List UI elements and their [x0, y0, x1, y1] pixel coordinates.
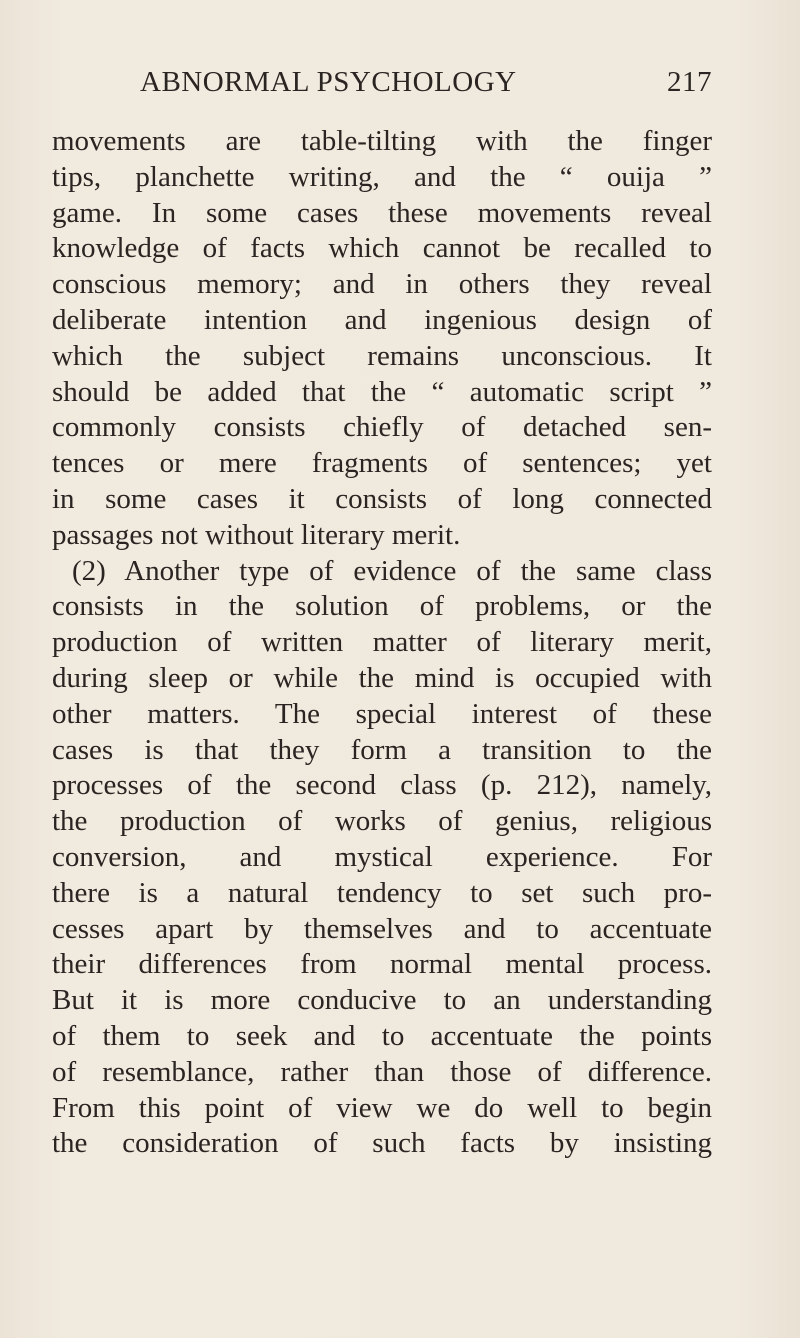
text-line: the production of works of genius, religious [52, 805, 712, 838]
text-line: should be added that the “ automatic script ” [52, 375, 712, 408]
running-title: ABNORMAL PSYCHOLOGY [140, 66, 517, 98]
text-line: of resemblance, rather than those of difference. [52, 1055, 712, 1088]
text-line: processes of the second class (p. 212), namely, [52, 769, 712, 802]
text-line: commonly consists chiefly of detached sen- [52, 411, 712, 444]
text-line: movements are table-tilting with the finger [52, 125, 712, 157]
paragraph-start-line: (2) Another type of evidence of the same class [72, 554, 712, 587]
page-number: 217 [667, 66, 712, 98]
text-line: production of written matter of literary merit, [52, 626, 712, 659]
text-line: conscious memory; and in others they reveal [52, 268, 712, 301]
body-text [52, 124, 712, 1162]
text-line: there is a natural tendency to set such pro- [52, 876, 712, 909]
running-head [140, 66, 712, 110]
text-line: deliberate intention and ingenious design of [52, 303, 712, 336]
text-line: But it is more conducive to an understanding [52, 984, 712, 1017]
text-line: their differences from normal mental process. [52, 948, 712, 981]
paragraph-end-line: passages not without literary merit. [52, 518, 461, 551]
text-line: during sleep or while the mind is occupied with [52, 661, 712, 694]
text-line: in some cases it consists of long connected [52, 482, 712, 515]
text-line: tences or mere fragments of sentences; yet [52, 447, 712, 480]
text-line: knowledge of facts which cannot be recalled to [52, 232, 712, 265]
text-line: From this point of view we do well to begin [52, 1091, 712, 1124]
text-line: conversion, and mystical experience. For [52, 840, 712, 873]
text-line: which the subject remains unconscious. It [52, 339, 712, 372]
text-line: tips, planchette writing, and the “ ouija ” [52, 160, 712, 193]
text-line: of them to seek and to accentuate the points [52, 1019, 712, 1052]
text-line: cesses apart by themselves and to accentuate [52, 912, 712, 945]
text-line: other matters. The special interest of these [52, 697, 712, 730]
text-line: cases is that they form a transition to the [52, 733, 712, 766]
text-line: the consideration of such facts by insisting [52, 1127, 712, 1160]
text-line: game. In some cases these movements reveal [52, 196, 712, 229]
text-line: consists in the solution of problems, or the [52, 590, 712, 623]
